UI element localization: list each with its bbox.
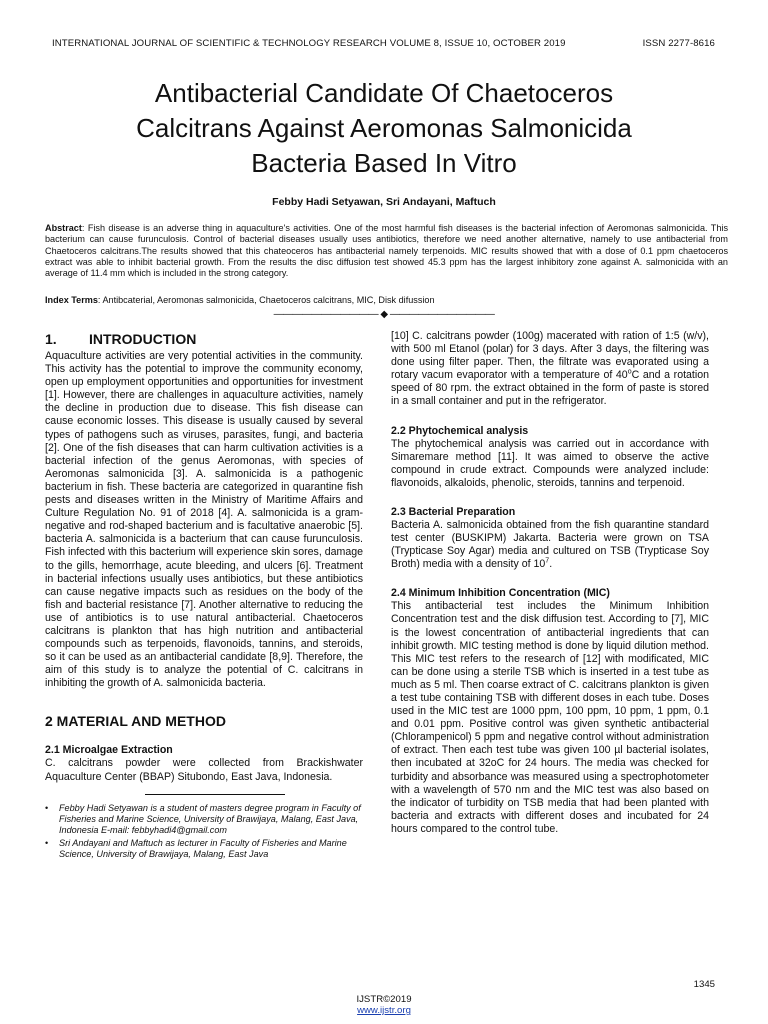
- title-line-2: Calcitrans Against Aeromonas Salmonicida: [136, 113, 632, 143]
- title-line-3: Bacteria Based In Vitro: [251, 148, 517, 178]
- footnote-item: [45, 803, 363, 836]
- introduction-title: INTRODUCTION: [89, 331, 197, 347]
- footnote-text: Febby Hadi Setyawan is a student of masters degree program in Faculty of Fisheries and Marine Science, University of Brawijaya, Malang, East Java, Indonesia E-mail: febbyhadi4@gmail.com: [59, 802, 361, 835]
- page-number: 1345: [693, 979, 715, 990]
- index-terms-text: : Antibcaterial, Aeromonas salmonicida, Chaetoceros calcitrans, MIC, Disk difussion: [97, 295, 435, 305]
- page-footer: [0, 994, 768, 1016]
- footer-website-link[interactable]: www.ijstr.org: [357, 1005, 411, 1016]
- section-2-3-text-end: .: [549, 558, 553, 571]
- method-heading: 2 MATERIAL AND METHOD: [45, 713, 226, 730]
- section-2-3-text: [391, 519, 709, 571]
- footnote-bullet: •: [45, 837, 49, 848]
- section-2-1-continued: [391, 330, 709, 409]
- abstract-text: : Fish disease is an adverse thing in aquaculture's activities. One of the most harmful fish diseases is the bacterial infection of Aeromonas salmonicida. This bacterium can cause furunculosis. Control of bacterial diseases usually uses antibiotics, therefore we need another alternative, namely to use antibacterial from Chaetoceros calcitrans.The results showed that this chateoceros has antibacterial namely terpenoids. MIC results showed that with a dose of 0.1 ppm chaetoceros extract was able to inhibit bacterial growth. From the results the disc diffusion test showed 45.3 ppm has the largest inhibitory zone against A. salmonicida with an average of 11.4 mm which is included in the strong category.: [45, 223, 728, 279]
- index-terms: [45, 295, 728, 306]
- introduction-number: 1.: [45, 331, 57, 347]
- abstract: [45, 223, 728, 279]
- right-column: [391, 330, 709, 836]
- section-2-3-heading: 2.3 Bacterial Preparation: [391, 505, 516, 518]
- section-divider: ——————————— ◆ ———————————: [273, 309, 495, 320]
- introduction-heading: [45, 330, 363, 348]
- density-exponent: 7: [545, 557, 550, 565]
- introduction-text: Aquaculture activities are very potential activities in the community. This activity has the potential to improve the community economy, open up employment opportunities and opportunities for investment [1]. However, there are challenges in aquaculture activities, namely the decline in production due to disease. This fish disease can cause economic losses. This disease is usually caused by several types of pathogens such as viruses, parasites, fungi, and bacteria [2]. One of the fish diseases that can harm cultivation activities is a bacterial infection of the genus Aeromonas, with species of Aeromonas salmonicida [3]. A. salmonicida is a pathogenic bacterium in fish. These bacteria are categorized in quarantine fish pests and diseases written in the Ministry of Maritime Affairs and Culture Regulation No. 91 of 2018 [4]. A. salmonicida is a gram-negative and rod-shaped bacterium and is facultative anaerobic [5]. bacteria A. salmonicida is a bacterium that can cause furunculosis. Fish infected with this bacterium will experience skin sores, damage to the gills, hemorrhage, acute bleeding, and ulcers [6]. Treatment in bacterial infections usually uses antibiotics, but these antibiotics can cause negative impacts such as residues on the body of the fish and bacterial resistance [7]. Another alternative to reducing the use of antibiotics is to use natural antibacterial. Chaetoceros calcitrans is plankton that has high nutrition and antibacterial compounds such as terpenoids, flavonoids, tannins, and steroids, so it can be used as an antibacterial candidate [8,9]. Therefore, the aim of this study is to analyze the potential of C. calcitrans in inhibiting the growth of A. salmonicida bacteria.: [45, 350, 363, 690]
- section-2-1-text: C. calcitrans powder were collected from Brackishwater Aquaculture Center (BBAP) Situbondo, East Java, Indonesia.: [45, 757, 363, 783]
- paper-title: [60, 76, 708, 181]
- footnote-rule: [145, 794, 285, 795]
- left-column: [45, 330, 363, 862]
- section-2-1-continued-b: C and a rotation speed of 80 rpm. the extract obtained in the form of paste is stored in a small container and put in the refrigerator.: [391, 369, 710, 408]
- section-2-1-heading: 2.1 Microalgae Extraction: [45, 744, 173, 757]
- section-2-3-text-main: Bacteria A. salmonicida obtained from the fish quarantine standard test center (BUSKIPM) Jakarta. Bacteria were grown on TSA (Trypticase Soy Agar) media and cultured on TSB (Trypticase Soy Broth) media with a density of 10: [391, 518, 709, 571]
- footnote-bullet: •: [45, 802, 49, 813]
- index-terms-label: Index Terms: [45, 295, 98, 305]
- section-2-4-text: This antibacterial test includes the Minimum Inhibition Concentration test and the disk diffusion test. According to [7], MIC is the lowest concentration of antibacterial ingredients that can inhibit growth. MIC testing method is done by liquid dilution method. This MIC test refers to the research of [12] with modificated, MIC can be done using a sterile TSB which is inserted in a test tube as much as 5 ml. Then coarse extract of C. calcitrans plankton is given a test tube containing TSB with different doses in each tube. Doses used in the MIC test are 1000 ppm, 100 ppm, 10 ppm, 1 ppm, 0.1 and 0.01 ppm. Positive control was given synthetic antibacterial (Chlorampenicol) 5 ppm and negative control without administration of extract. Then each test tube was given 100 µl bacterial isolates, then incubated at 32oC for 24 hours. The media was checked for turbidity and absorbance was measured using a spectrophotometer with a wavelength of 570 nm and the MIC test was also based on the indicator of turbidity on TSB media that had been planted with bacteria and extracts with different doses and incubated for 24 hours compared to the control tube.: [391, 600, 709, 835]
- issn: ISSN 2277-8616: [642, 38, 715, 49]
- abstract-label: Abstract: [45, 223, 82, 233]
- degree-superscript: o: [627, 368, 632, 376]
- section-2-2-heading: 2.2 Phytochemical analysis: [391, 424, 529, 437]
- title-line-1: Antibacterial Candidate Of Chaetoceros: [154, 78, 614, 108]
- section-2-1-continued-a: [10] C. calcitrans powder (100g) macerated with ration of 1:5 (w/v), with 500 ml Etanol (polar) for 3 days. After 3 days, the filtering was done using filter paper. Then, the filtrate was evaporated using a rotary vacum evaporator with a temperature of 40: [391, 330, 709, 382]
- authors: Febby Hadi Setyawan, Sri Andayani, Maftuch: [272, 196, 496, 208]
- section-2-4-heading: 2.4 Minimum Inhibition Concentration (MIC): [391, 587, 610, 600]
- author-footnotes: [45, 803, 363, 860]
- footnote-item: [45, 838, 363, 860]
- footer-copyright: IJSTR©2019: [356, 994, 412, 1005]
- footnote-text: Sri Andayani and Maftuch as lecturer in Faculty of Fisheries and Marine Science, University of Brawijaya, Malang, East Java: [59, 837, 347, 859]
- journal-name: INTERNATIONAL JOURNAL OF SCIENTIFIC & TECHNOLOGY RESEARCH VOLUME 8, ISSUE 10, OCTOBER 2019: [52, 38, 566, 49]
- journal-header: [52, 38, 715, 49]
- section-2-2-text: The phytochemical analysis was carried out in accordance with Simaremare method [11]. It was aimed to observe the active compound in crude extract. Compounds were analyzed include: flavonoids, alkaloids, phenolic, steroids, tannins and terpenoid.: [391, 437, 709, 489]
